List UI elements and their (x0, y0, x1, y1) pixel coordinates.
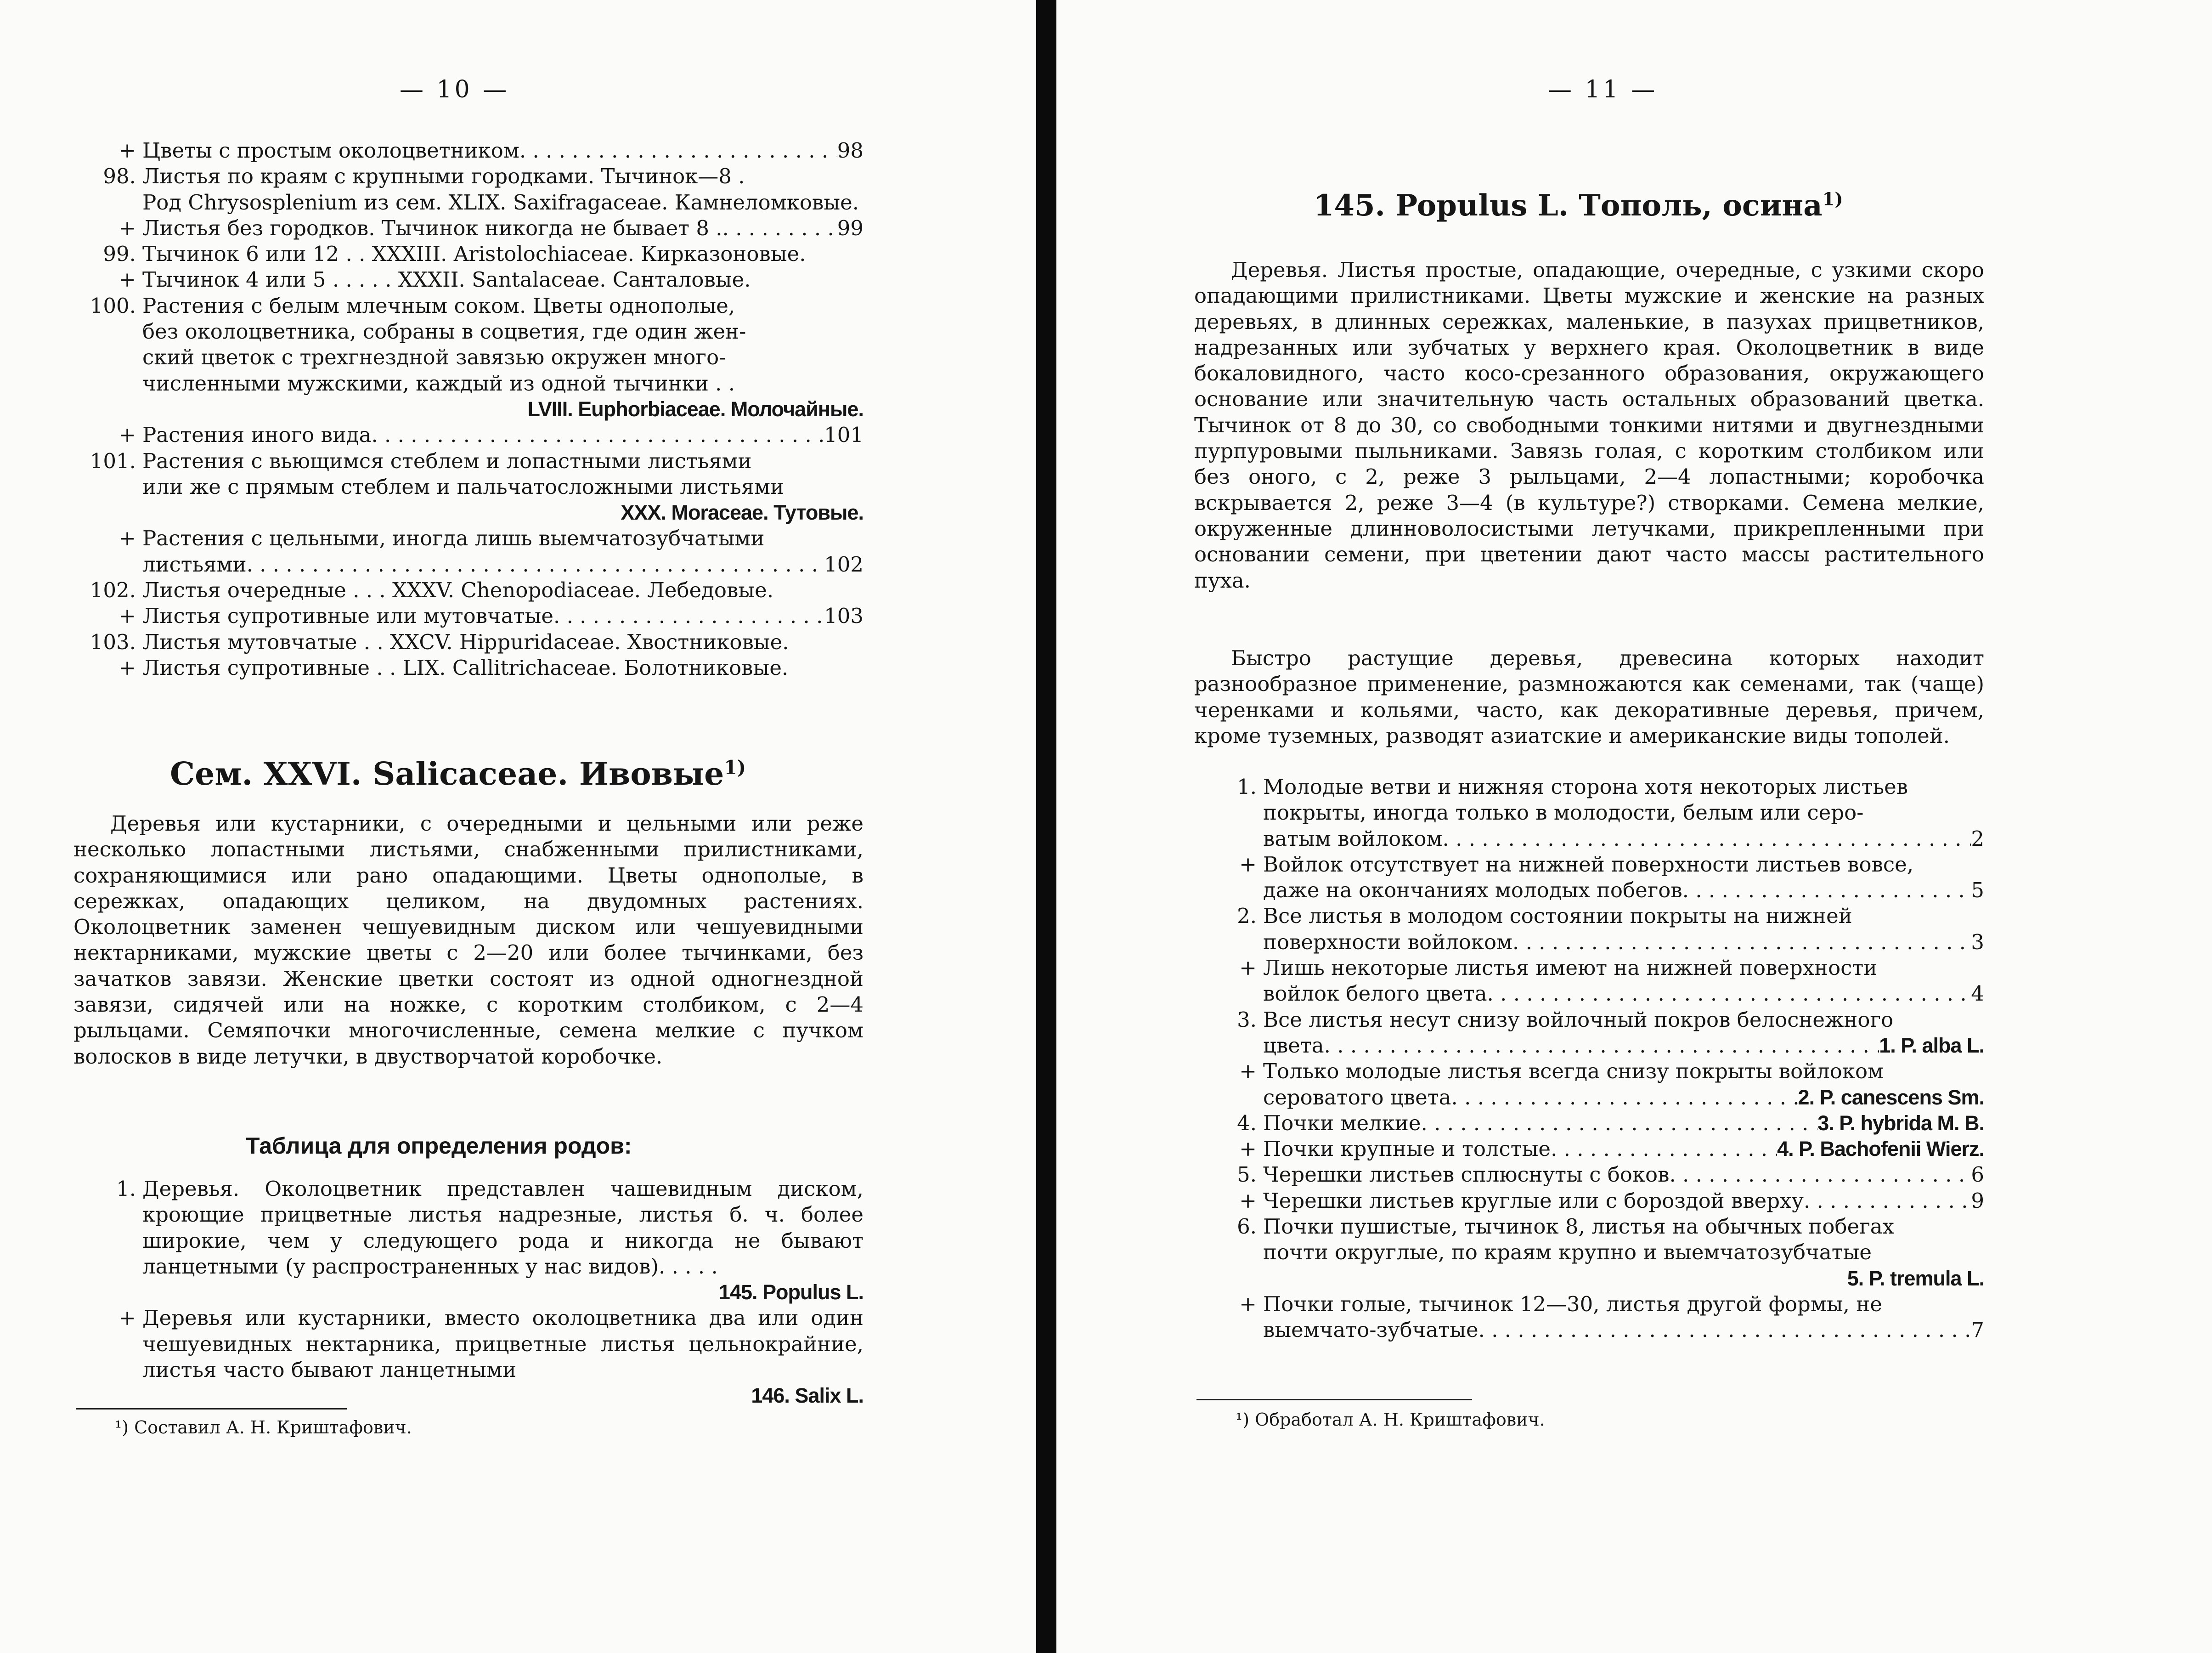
key-number: 100. (90, 293, 136, 318)
key-number: + (1239, 1059, 1257, 1084)
leader-dots (371, 422, 824, 448)
key-number: + (118, 526, 136, 551)
key-result (73, 500, 863, 526)
key-line (1194, 1188, 1984, 1214)
leader-dots (1443, 826, 1971, 852)
footnote-rule (76, 1408, 347, 1410)
key-body (1263, 955, 1984, 981)
key-text: Листья мутовчатые . . XXCV. Hippuridaceae. Хвостниковые. (142, 629, 789, 654)
key-body (142, 577, 863, 603)
key-body (1263, 1136, 1984, 1162)
key-number: 1. (116, 1177, 136, 1201)
key-body (142, 603, 863, 629)
key-line (1194, 1136, 1984, 1162)
key-line (1194, 1162, 1984, 1188)
leader-dots (553, 603, 824, 629)
key-text: Почки голые, тычинок 12—30, листья другой формы, не (1263, 1291, 1882, 1316)
key-text: Молодые ветви и нижняя сторона хотя некоторых листьев (1263, 775, 1908, 799)
key-number (73, 552, 142, 577)
genus-key-result: 146. Salix L. (751, 1384, 863, 1408)
genus-heading-text: 145. Populus L. Тополь, осина (1314, 188, 1823, 223)
key-number: 3. (1237, 1007, 1257, 1032)
key-number: + (118, 604, 136, 628)
page-number: — 10 — (400, 76, 510, 103)
key-goto: 7 (1971, 1318, 1984, 1342)
page-number: — 11 — (1548, 76, 1658, 103)
key-body (142, 293, 863, 319)
key-goto: 102 (824, 552, 863, 577)
key-number: 99. (103, 242, 136, 266)
key-number (1194, 1033, 1263, 1059)
family-key (73, 138, 863, 681)
key-goto: 2 (1971, 826, 1984, 851)
genus-key-body (142, 1305, 863, 1409)
footnote: ¹) Составил А. Н. Криштафович. (115, 1417, 412, 1438)
key-line (1194, 1214, 1984, 1240)
key-body (142, 526, 863, 551)
key-text: Почки крупные и толстые (1263, 1137, 1551, 1161)
key-line (73, 603, 863, 629)
key-body (1263, 877, 1984, 903)
key-goto: 1. P. alba L. (1879, 1033, 1984, 1057)
key-body (1263, 1059, 1984, 1084)
key-continuation: численными мужскими, каждый из одной тычинки . . (142, 371, 735, 396)
key-text: Только молодые листья всегда снизу покрыты войлоком (1263, 1059, 1884, 1084)
key-text: войлок белого цвета (1263, 981, 1487, 1006)
genus-key (73, 1176, 863, 1409)
key-goto: 103 (824, 604, 863, 628)
key-text: Черешки листьев сплюснуты с боков (1263, 1162, 1670, 1187)
key-goto: 3. P. hybrida M. B. (1817, 1111, 1984, 1135)
key-text: Растения иного вида (142, 423, 372, 447)
key-body (1263, 1188, 1984, 1214)
key-number: + (118, 215, 136, 240)
key-text: Листья по краям с крупными городками. Тычинок—8 . (142, 164, 745, 189)
key-number (1194, 1240, 1263, 1265)
table-title: Таблица для определения родов: (246, 1133, 632, 1159)
key-body (142, 164, 863, 189)
key-number: + (1239, 1291, 1257, 1316)
genus-key-result: 145. Populus L. (718, 1280, 863, 1304)
key-number (1194, 981, 1263, 1007)
genus-key-text: Деревья или кустарники, вместо околоцветника два или один чешуевидных нектарника, прицветные листья цельнокрайние, листья часто бывают ланцетными (142, 1306, 863, 1382)
key-number: + (118, 1306, 136, 1330)
leader-dots (247, 552, 824, 577)
key-number: 1. (1237, 775, 1257, 799)
leader-dots (1682, 877, 1971, 903)
key-number: + (118, 655, 136, 680)
left-page (0, 0, 1036, 1653)
key-body (1263, 1162, 1984, 1188)
key-text: Тычинок 4 или 5 . . . . . XXXII. Santalaceae. Санталовые. (142, 267, 751, 292)
leader-dots (1512, 929, 1971, 955)
key-number (1194, 1085, 1263, 1110)
key-body (1263, 1007, 1984, 1033)
key-number: + (118, 423, 136, 447)
key-body (1263, 1110, 1984, 1136)
genus-key-text: Деревья. Околоцветник представлен чашевидным диском, кроющие прицветные листья надрезные, листья б. ч. более широкие, чем у следующего рода и никогда не бывают ланцетными (у распространенных у нас видов). . . . . (142, 1177, 863, 1279)
key-body (142, 215, 863, 241)
key-text: Листья без городков. Тычинок никогда не бывает 8 . (142, 215, 722, 240)
leader-dots (1551, 1136, 1777, 1162)
genus-heading (1314, 188, 1843, 223)
key-body (1263, 1214, 1984, 1240)
key-line (73, 138, 863, 164)
species-key (1194, 774, 1984, 1343)
key-text: даже на окончаниях молодых побегов (1263, 878, 1682, 903)
leader-dots (1421, 1110, 1817, 1136)
key-goto: 99 (837, 215, 863, 240)
key-number (1194, 929, 1263, 955)
key-text: Все листья несут снизу войлочный покров белоснежного (1263, 1007, 1894, 1032)
key-text: Растения с вьющимся стеблем и лопастными листьями (142, 448, 752, 473)
key-body (1263, 852, 1984, 877)
key-text: сероватого цвета (1263, 1085, 1451, 1110)
right-page (1056, 0, 2212, 1653)
key-body (142, 422, 863, 448)
key-result-text: LVIII. Euphorbiaceae. Молочайные. (527, 397, 863, 421)
key-text: поверхности войлоком (1263, 929, 1513, 954)
key-line (1194, 1033, 1984, 1059)
footnote-rule (1196, 1399, 1472, 1400)
key-number: 6. (1237, 1214, 1257, 1239)
key-result-text: XXX. Moraceae. Тутовые. (621, 501, 863, 525)
leader-dots (1451, 1085, 1798, 1110)
key-line (1194, 826, 1984, 852)
key-text: Тычинок 6 или 12 . . XXXIII. Aristolochiaceae. Кирказоновые. (142, 242, 806, 266)
leader-dots (1804, 1188, 1971, 1214)
key-line (1194, 877, 1984, 903)
leader-dots (1478, 1317, 1971, 1343)
key-line (1194, 929, 1984, 955)
key-number (1194, 877, 1263, 903)
key-line (73, 655, 863, 681)
key-line (73, 422, 863, 448)
leader-dots (519, 138, 837, 164)
key-number: 2. (1237, 904, 1257, 928)
key-number: + (1239, 956, 1257, 980)
key-text: Войлок отсутствует на нижней поверхности листьев вовсе, (1263, 852, 1914, 877)
leader-dots (1324, 1033, 1879, 1059)
key-goto: 4. P. Bachofenii Wierz. (1777, 1137, 1984, 1161)
key-result (73, 396, 863, 422)
key-continuation: ский цветок с трехгнездной завязью окружен много- (142, 345, 726, 370)
key-goto: 4 (1971, 981, 1984, 1006)
key-line (1194, 1059, 1984, 1084)
key-number: 4. (1237, 1110, 1257, 1135)
key-goto: 98 (837, 138, 863, 163)
key-text: Почки пушистые, тычинок 8, листья на обычных побегах (1263, 1214, 1894, 1239)
key-body (142, 655, 863, 681)
key-body (142, 241, 863, 267)
key-text: Цветы с простым околоцветником (142, 138, 519, 163)
key-number: + (118, 138, 136, 163)
key-body (1263, 929, 1984, 955)
key-result-text: 5. P. tremula L. (1847, 1266, 1984, 1290)
key-line (1194, 903, 1984, 929)
key-body (142, 629, 863, 655)
key-goto: 3 (1971, 929, 1984, 954)
key-text: Все листья в молодом состоянии покрыты на нижней (1263, 904, 1852, 928)
key-line (1194, 1085, 1984, 1110)
book-gutter (1036, 0, 1056, 1653)
key-text: листьями (142, 552, 247, 577)
key-body (142, 267, 863, 293)
genus-usage: Быстро растущие деревья, древесина которых находит разнообразное применение, размножаются как семенами, так (чаще) черенками и кольями, часто, как декоративные деревья, причем, кроме туземных, разводят азиатские и американские виды тополей. (1194, 646, 1984, 748)
key-line (1194, 1007, 1984, 1033)
key-line (73, 552, 863, 577)
key-body (142, 138, 863, 164)
key-body (1263, 826, 1984, 852)
key-continuation: или же с прямым стеблем и пальчатосложными листьями (142, 474, 784, 499)
genus-key-entry (73, 1305, 863, 1409)
genus-key-body (142, 1176, 863, 1305)
key-body (1263, 903, 1984, 929)
key-goto: 101 (824, 423, 863, 447)
leader-dots (1669, 1162, 1971, 1188)
key-number: + (1239, 852, 1257, 877)
key-body (1263, 1033, 1984, 1059)
key-continuation: покрыты, иногда только в молодости, белым или серо- (1263, 800, 1864, 825)
key-number: + (118, 267, 136, 292)
key-number: 5. (1237, 1162, 1257, 1187)
key-number (1194, 1317, 1263, 1343)
key-number: 98. (103, 164, 136, 189)
key-line (1194, 1291, 1984, 1317)
key-number: 103. (90, 629, 136, 654)
key-goto: 6 (1971, 1162, 1984, 1187)
key-line (73, 267, 863, 293)
key-body (1263, 1240, 1984, 1265)
key-text: Растения с цельными, иногда лишь выемчатозубчатыми (142, 526, 765, 551)
key-body (1263, 774, 1984, 800)
key-number (1194, 826, 1263, 852)
leader-dots (722, 215, 837, 241)
key-text: Растения с белым млечным соком. Цветы однополые, (142, 293, 735, 318)
key-text: ватым войлоком (1263, 826, 1443, 851)
key-line (1194, 981, 1984, 1007)
key-line (1194, 852, 1984, 877)
key-text: Черешки листьев круглые или с бороздой вверху (1263, 1188, 1804, 1213)
heading-footnote-mark: 1) (724, 756, 746, 779)
key-body (1263, 1317, 1984, 1343)
key-line (73, 215, 863, 241)
key-line (1194, 1110, 1984, 1136)
key-number: 101. (90, 448, 136, 473)
key-text: выемчато-зубчатые (1263, 1318, 1478, 1342)
genus-description: Деревья. Листья простые, опадающие, очередные, с узкими скоро опадающими прилистниками. Цветы мужские и женские на разных деревьях, в длинных сережках, маленькие, в пазухах прицветников, надрезанных или зубчатых у верхнего края. Околоцветник в виде бокаловидного, часто косо-срезанного образования, окружающего основание или значительную часть остальных образований цветка. Тычинок от 8 до 30, со свободными тонкими нитями и двугнездными пурпуровыми пыльниками. Завязь голая, с коротким столбиком или без оного, с 2, реже 3 рыльцами, 2—4 лопастными; коробочка вскрывается 2, реже 3—4 (в культуре?) створками. Семена мелкие, окруженные длинноволосистыми летучками, прикрепленными при основании семени, при цветении дают часто массы растительного пуха. (1194, 258, 1984, 593)
key-line (73, 164, 863, 189)
key-line (73, 577, 863, 603)
footnote: ¹) Обработал А. Н. Криштафович. (1236, 1410, 1545, 1430)
key-continuation: Род Chrysosplenium из сем. XLIX. Saxifragaceae. Камнеломковые. (142, 190, 859, 215)
key-text: цвета (1263, 1033, 1324, 1058)
key-line (73, 448, 863, 474)
family-description: Деревья или кустарники, с очередными и цельными или реже несколько лопастными листьями, снабженными прилистниками, сохраняющимися или рано опадающими. Цветы однополые, в сережках, опадающих целиком, на двудомных растениях. Околоцветник заменен чешуевидным диском или чешуевидными нектарниками, мужские цветы с 2—20 или более тычинками, без зачатков завязи. Женские цветки состоят из одной одногнездной завязи, сидячей или на ножке, с коротким столбиком, с 2—4 рыльцами. Семяпочки многочисленные, семена мелкие с пучком волосков в виде летучки, в двустворчатой коробочке. (73, 811, 863, 1069)
key-line (1194, 1240, 1984, 1265)
key-text: Листья супротивные или мутовчатые (142, 604, 553, 628)
key-line (73, 629, 863, 655)
key-number: 102. (90, 578, 136, 603)
key-body (1263, 981, 1984, 1007)
key-continuation: без околоцветника, собраны в соцветия, где один жен- (142, 319, 746, 344)
key-text: Листья очередные . . . XXXV. Chenopodiaceae. Лебедовые. (142, 578, 774, 603)
key-body (1263, 1085, 1984, 1110)
key-text: Лишь некоторые листья имеют на нижней поверхности (1263, 956, 1878, 980)
key-line (73, 526, 863, 551)
key-goto: 2. P. canescens Sm. (1798, 1085, 1984, 1109)
key-text: Почки мелкие (1263, 1110, 1421, 1135)
family-heading-text: Сем. XXVI. Salicaceae. Ивовые (170, 756, 724, 793)
key-text: почти округлые, по краям крупно и выемчатозубчатые (1263, 1240, 1872, 1265)
key-body (142, 448, 863, 474)
key-line (1194, 1317, 1984, 1343)
key-text: Листья супротивные . . LIX. Callitrichaceae. Болотниковые. (142, 655, 789, 680)
key-goto: 5 (1971, 878, 1984, 903)
key-line (1194, 774, 1984, 800)
key-body (1263, 1291, 1984, 1317)
key-result (1194, 1266, 1984, 1291)
genus-key-entry (73, 1176, 863, 1305)
family-heading (170, 756, 746, 793)
key-goto: 9 (1971, 1188, 1984, 1213)
key-body (142, 552, 863, 577)
key-line (73, 293, 863, 319)
key-number: + (1239, 1137, 1257, 1161)
key-number: + (1239, 1188, 1257, 1213)
heading-footnote-mark: 1) (1822, 189, 1843, 210)
key-line (73, 241, 863, 267)
leader-dots (1487, 981, 1971, 1007)
key-line (1194, 955, 1984, 981)
